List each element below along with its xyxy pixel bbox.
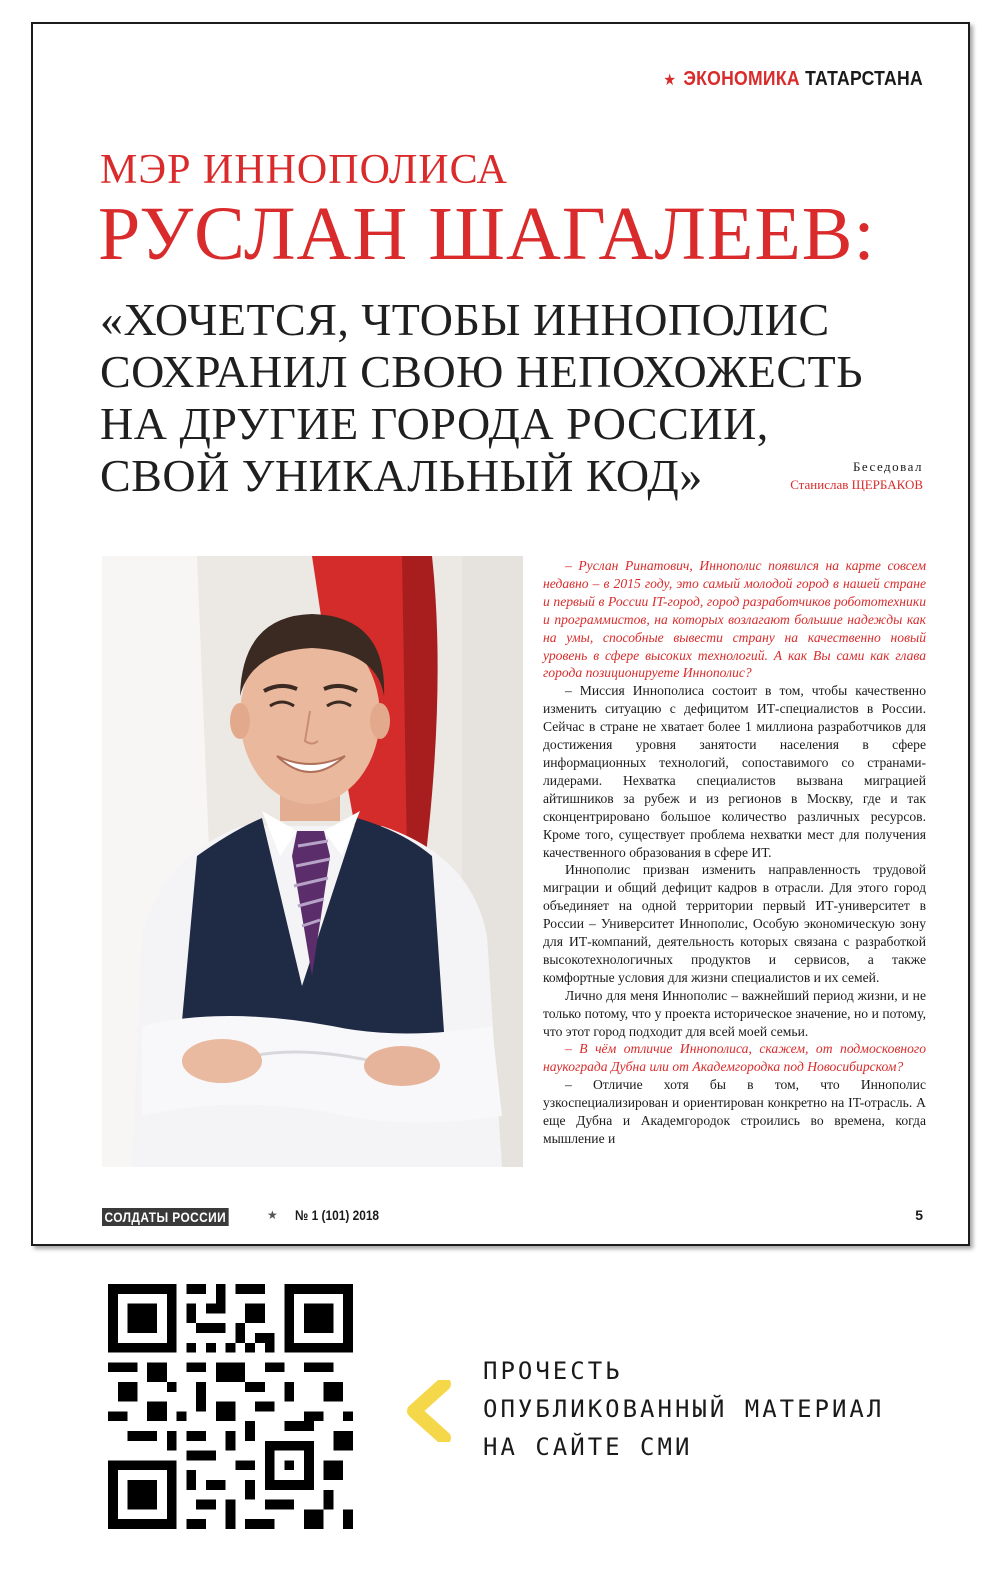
magazine-page bbox=[31, 22, 970, 1246]
cta-line: ПРОЧЕСТЬ bbox=[483, 1357, 623, 1385]
headline-quote bbox=[100, 294, 900, 502]
section-name-dark: ТАТАРСТАНА bbox=[805, 68, 923, 90]
cta-read-on-site[interactable] bbox=[483, 1352, 884, 1466]
section-name-red: ЭКОНОМИКА bbox=[683, 68, 800, 90]
headline-kicker: МЭР ИННОПОЛИСА bbox=[100, 147, 508, 193]
star-icon: ★ bbox=[267, 1208, 278, 1222]
portrait-photo bbox=[102, 556, 523, 1167]
section-tag bbox=[663, 68, 923, 91]
portrait-illustration bbox=[102, 556, 523, 1167]
cta-line: НА САЙТЕ СМИ bbox=[483, 1433, 693, 1461]
chevron-left-icon bbox=[404, 1380, 452, 1442]
byline bbox=[790, 458, 923, 494]
magazine-logo: СОЛДАТЫ РОССИИ bbox=[102, 1208, 229, 1226]
quote-line: СОХРАНИЛ СВОЮ НЕПОХОЖЕСТЬ bbox=[100, 346, 864, 397]
quote-line: СВОЙ УНИКАЛЬНЫЙ КОД» bbox=[100, 450, 703, 501]
article-paragraph: – Отличие хотя бы в том, что Иннополис узкоспециализирован и ориентирован конкретно на IT-отрасль. А еще Дубна и Академгородок строились во времена, когда мышление и bbox=[543, 1077, 926, 1146]
quote-line: НА ДРУГИЕ ГОРОДА РОССИИ, bbox=[100, 398, 769, 449]
article-paragraph: – Миссия Иннополиса состоит в том, чтобы качественно изменить ситуацию с дефицитом ИТ-специалистов в России. Сейчас в стране не хватает более 1 миллиона разработчиков для достижения уровня занятости населения в сфере информационных технологий, сопоставимого со странами-лидерами. Нехватка специалистов вызвана миграцией айтишников за рубеж и из регионов в Москву, где и так сконцентрировано большое количество различных ресурсов. Кроме того, существует проблема нехватки мест для получения качественного образования в сфере ИТ. bbox=[543, 683, 926, 860]
article-paragraph: Лично для меня Иннополис – важнейший период жизни, и не только потому, что у проекта историческое значение, но и потому, что этот город подходит для всей моей семьи. bbox=[543, 987, 926, 1039]
byline-label: Беседовал bbox=[852, 459, 923, 474]
byline-author: Станислав ЩЕРБАКОВ bbox=[790, 477, 923, 492]
headline-name: РУСЛАН ШАГАЛЕЕВ: bbox=[98, 192, 876, 276]
quote-line: «ХОЧЕТСЯ, ЧТОБЫ ИННОПОЛИС bbox=[100, 294, 830, 345]
page-number: 5 bbox=[915, 1207, 923, 1223]
article-question: – В чём отличие Иннополиса, скажем, от подмосковного наукограда Дубна или от Академгородка под Новосибирском? bbox=[543, 1041, 926, 1075]
issue-number: № 1 (101) 2018 bbox=[295, 1207, 380, 1223]
qr-code[interactable] bbox=[108, 1284, 353, 1529]
star-icon: ★ bbox=[663, 72, 677, 89]
article-paragraph: Иннополис призван изменить направленность трудовой миграции и общий дефицит кадров в отрасли. Для этого город объединяет на одной территории первый ИТ-университет в России – Университет Иннополис, Особую экономическую зону для ИТ-компаний, деятельность которых связана с разработкой высокотехнологичных продуктов и сервисов, а также комфортные условия для жизни специалистов и их семей. bbox=[543, 862, 926, 985]
cta-line: ОПУБЛИКОВАННЫЙ МАТЕРИАЛ bbox=[483, 1395, 885, 1423]
article-question: – Руслан Ринатович, Иннополис появился на карте совсем недавно – в 2015 году, это самый молодой город в нашей стране и первый в России IT-город, город разработчиков робототехники и программистов, на которых возлагают большие надежды как на умы, способные вывести страну на качественно новый уровень в сфере высоких технологий. А как Вы сами как глава города позиционируете Иннополис? bbox=[543, 558, 926, 681]
article-body bbox=[543, 557, 926, 1148]
